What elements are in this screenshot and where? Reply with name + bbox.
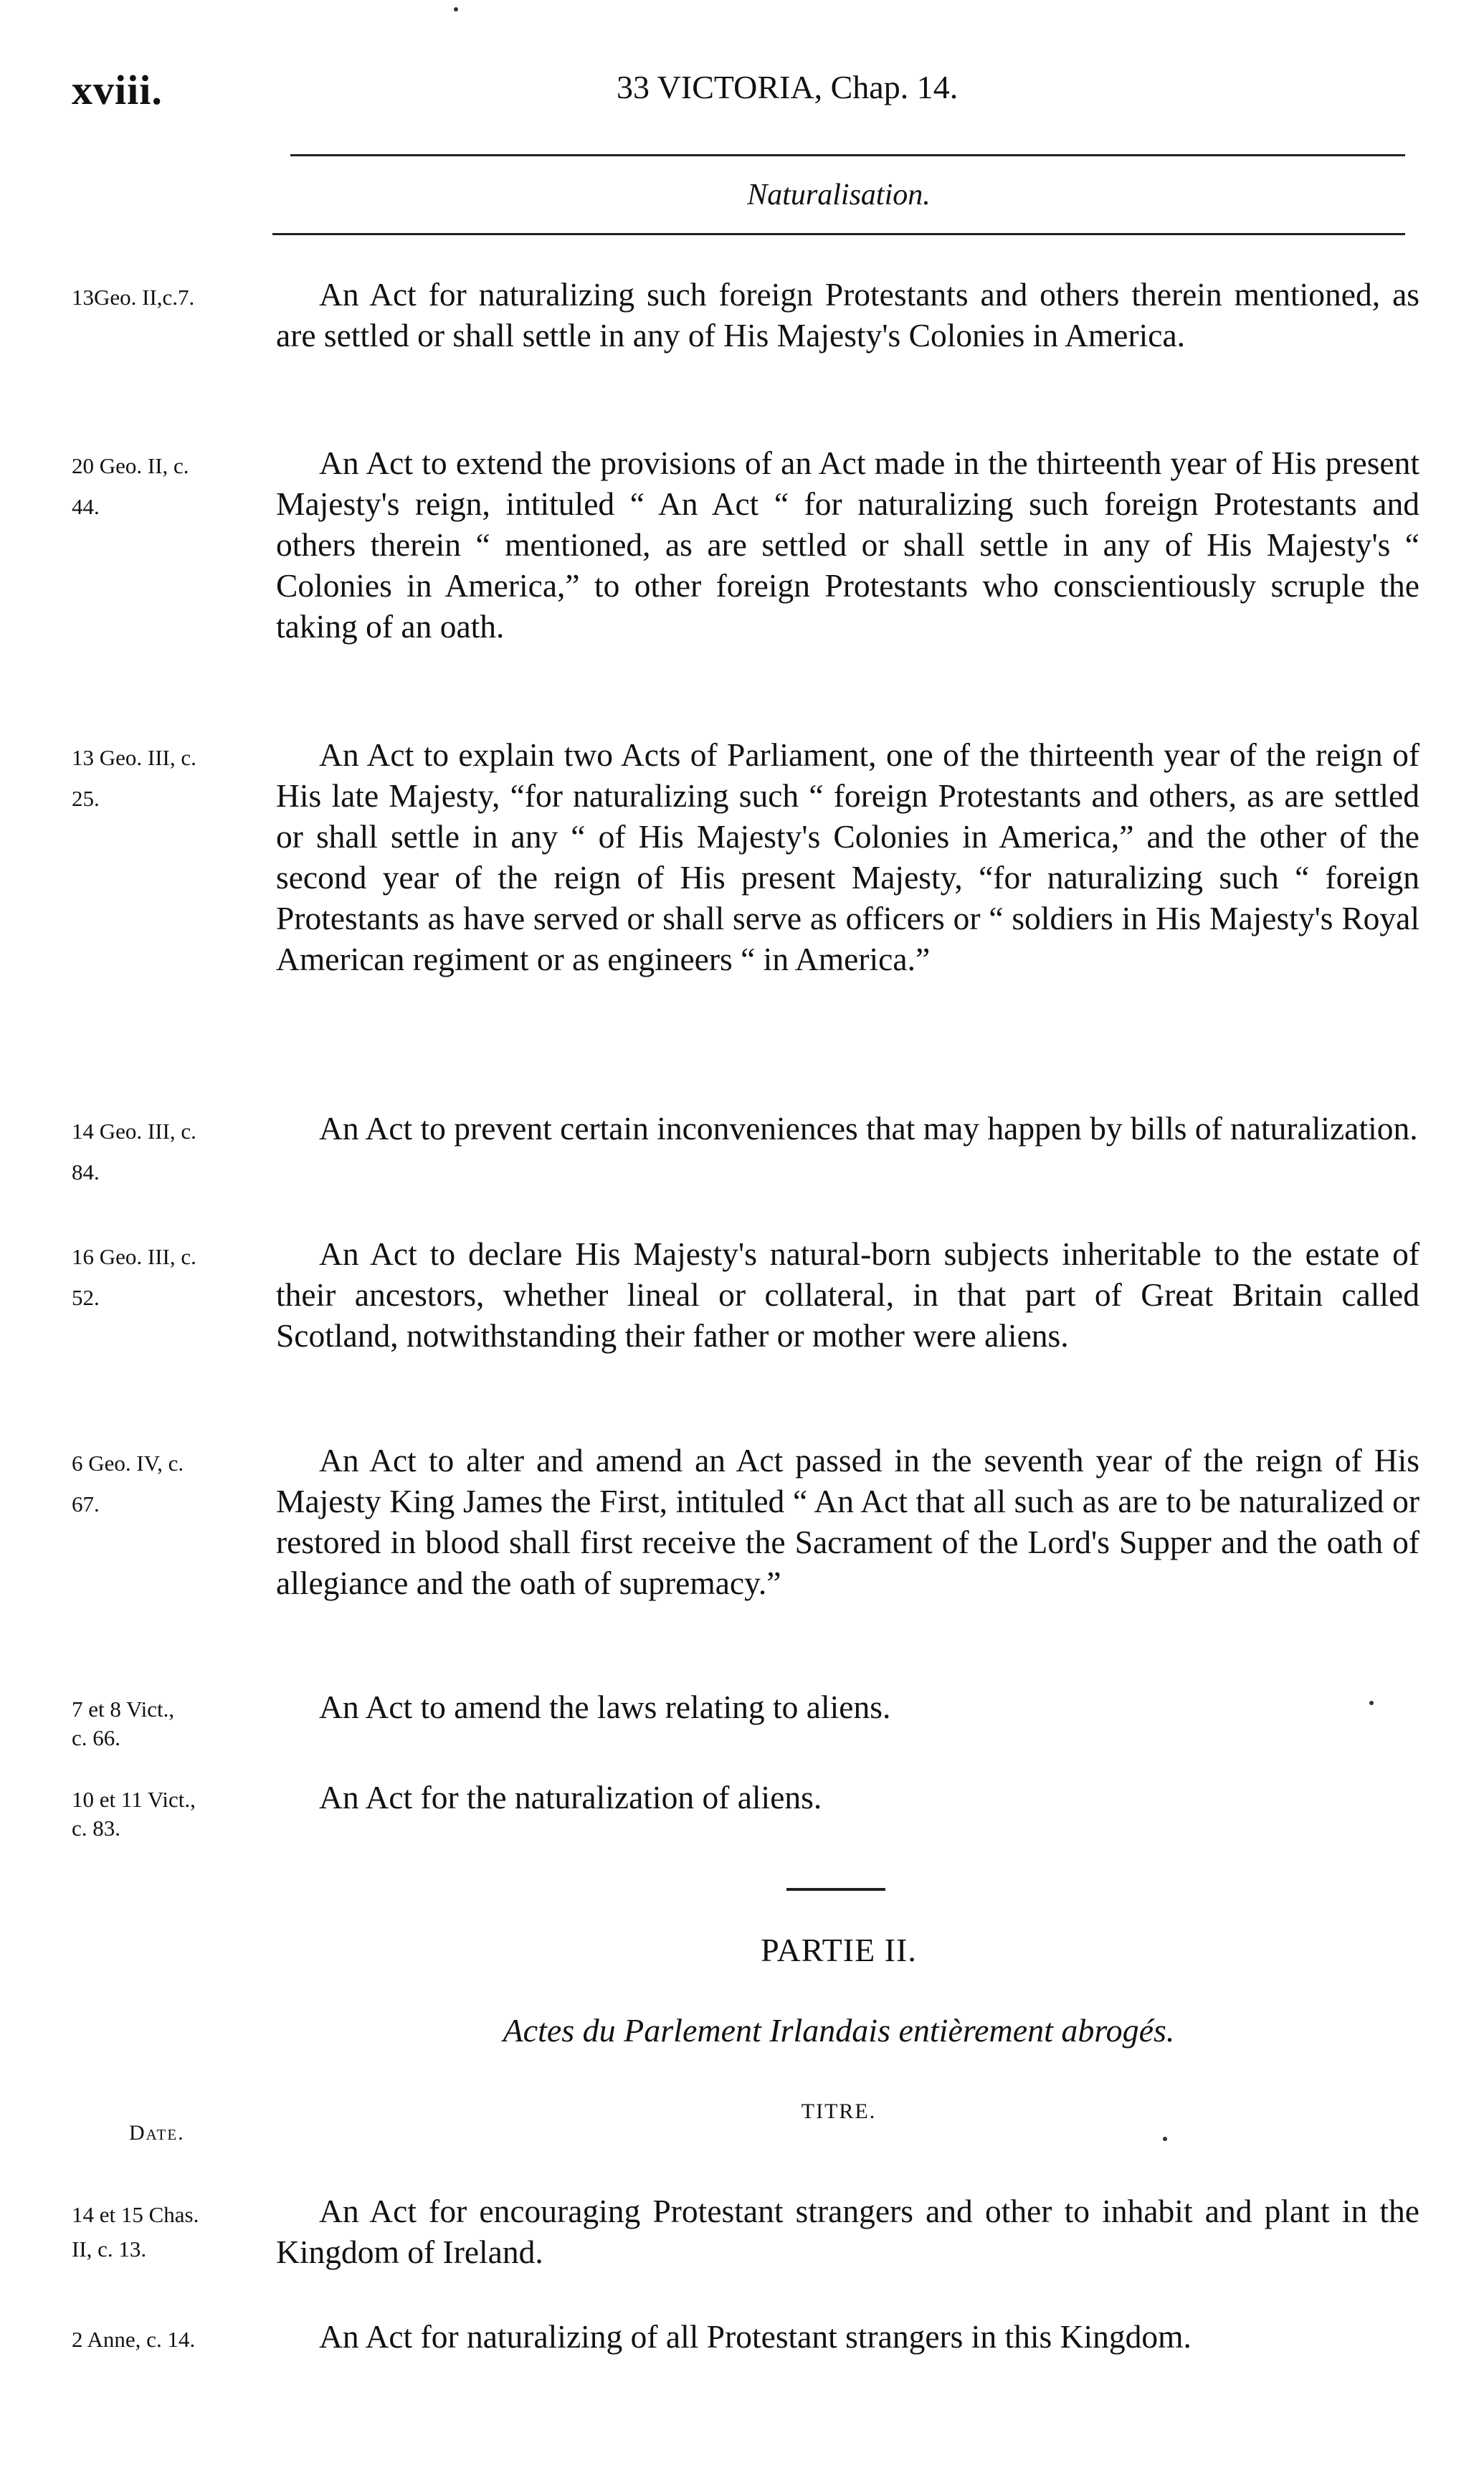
scan-speck <box>454 7 458 11</box>
act-entry <box>72 274 1419 356</box>
act-entry <box>72 1108 1419 1185</box>
act-title: An Act for naturalizing such foreign Protestants and others therein mentioned, as are settled or shall settle in any of His Majesty's Colonies in America. <box>276 276 1419 354</box>
statute-reference: 6 Geo. IV, c. 67. <box>72 1451 184 1517</box>
act-title: An Act to alter and amend an Act passed in the seventh year of the reign of His Majesty King James the First, intituled “ An Act that all such as are to be naturalized or restored in blood shall first receive the Sacrament of the Lord's Supper and the oath of allegiance and the oath of supremacy.” <box>276 1442 1419 1601</box>
statute-reference: 20 Geo. II, c. 44. <box>72 453 189 519</box>
statute-reference: 7 et 8 Vict., c. 66. <box>72 1697 175 1750</box>
act-title: An Act to extend the provisions of an Act made in the thirteenth year of His present Majesty's reign, intituled “ An Act “ for naturalizing such foreign Protestants and others therein “ mentioned, as are settled or shall settle in any of His Majesty's “ Colonies in America,” to other foreign Protestants who conscientiously scruple the taking of an oath. <box>276 445 1419 645</box>
statute-reference: 14 Geo. III, c. 84. <box>72 1119 196 1185</box>
act-entry <box>72 2316 1419 2357</box>
statute-reference: 16 Geo. III, c. 52. <box>72 1244 196 1310</box>
header-rule-bottom <box>272 233 1405 235</box>
act-title: An Act to declare His Majesty's natural-born subjects inheritable to the estate of their ancestors, whether lineal or collateral, in that part of Great Britain called Scotland, notwithstanding their father or mother were aliens. <box>276 1235 1419 1354</box>
act-entry <box>72 1777 1419 1841</box>
part-subtitle: Actes du Parlement Irlandais entièrement abrogés. <box>503 2012 1175 2049</box>
act-entry <box>72 442 1419 647</box>
act-title: An Act to amend the laws relating to aliens. <box>319 1689 891 1725</box>
act-title: An Act for naturalizing of all Protestant strangers in this Kingdom. <box>319 2318 1192 2355</box>
act-title: An Act to prevent certain inconveniences that may happen by bills of naturalization. <box>319 1110 1418 1147</box>
act-title: An Act to explain two Acts of Parliament, one of the thirteenth year of the reign of His late Majesty, “for naturalizing such “ foreign Protestants and others, as are settled or shall settle in any “ of His Majesty's Colonies in America,” and the other of the second year of the reign of His present Majesty, “for naturalizing such “ foreign Protestants as have served or shall serve as officers or “ soldiers in His Majesty's Royal American regiment or as engineers “ in America.” <box>276 736 1419 977</box>
act-entry <box>72 2191 1419 2272</box>
act-title: An Act for the naturalization of aliens. <box>319 1779 822 1816</box>
statute-reference: 13 Geo. III, c. 25. <box>72 745 196 811</box>
column-header-date: Date. <box>129 2121 185 2145</box>
act-entry <box>72 734 1419 979</box>
column-header-titre: TITRE. <box>801 2099 877 2123</box>
act-entry <box>72 1686 1419 1750</box>
scan-speck <box>1369 1701 1374 1705</box>
statute-reference: 2 Anne, c. 14. <box>72 2327 196 2352</box>
statute-reference: 13Geo. II,c.7. <box>72 285 195 310</box>
part-title: PARTIE II. <box>761 1932 917 1968</box>
section-title: Naturalisation. <box>747 179 931 212</box>
act-entry <box>72 1440 1419 1603</box>
act-title: An Act for encouraging Protestant strangers and other to inhabit and plant in the Kingdom of Ireland. <box>276 2193 1419 2270</box>
running-head: 33 VICTORIA, Chap. 14. <box>617 69 959 105</box>
header-rule-top <box>290 154 1405 156</box>
section-divider <box>786 1888 885 1891</box>
scan-speck <box>1163 2137 1167 2141</box>
statute-reference: 10 et 11 Vict., c. 83. <box>72 1787 196 1841</box>
page-number: xviii. <box>72 67 163 113</box>
statute-reference: 14 et 15 Chas. II, c. 13. <box>72 2202 199 2262</box>
act-entry <box>72 1233 1419 1356</box>
